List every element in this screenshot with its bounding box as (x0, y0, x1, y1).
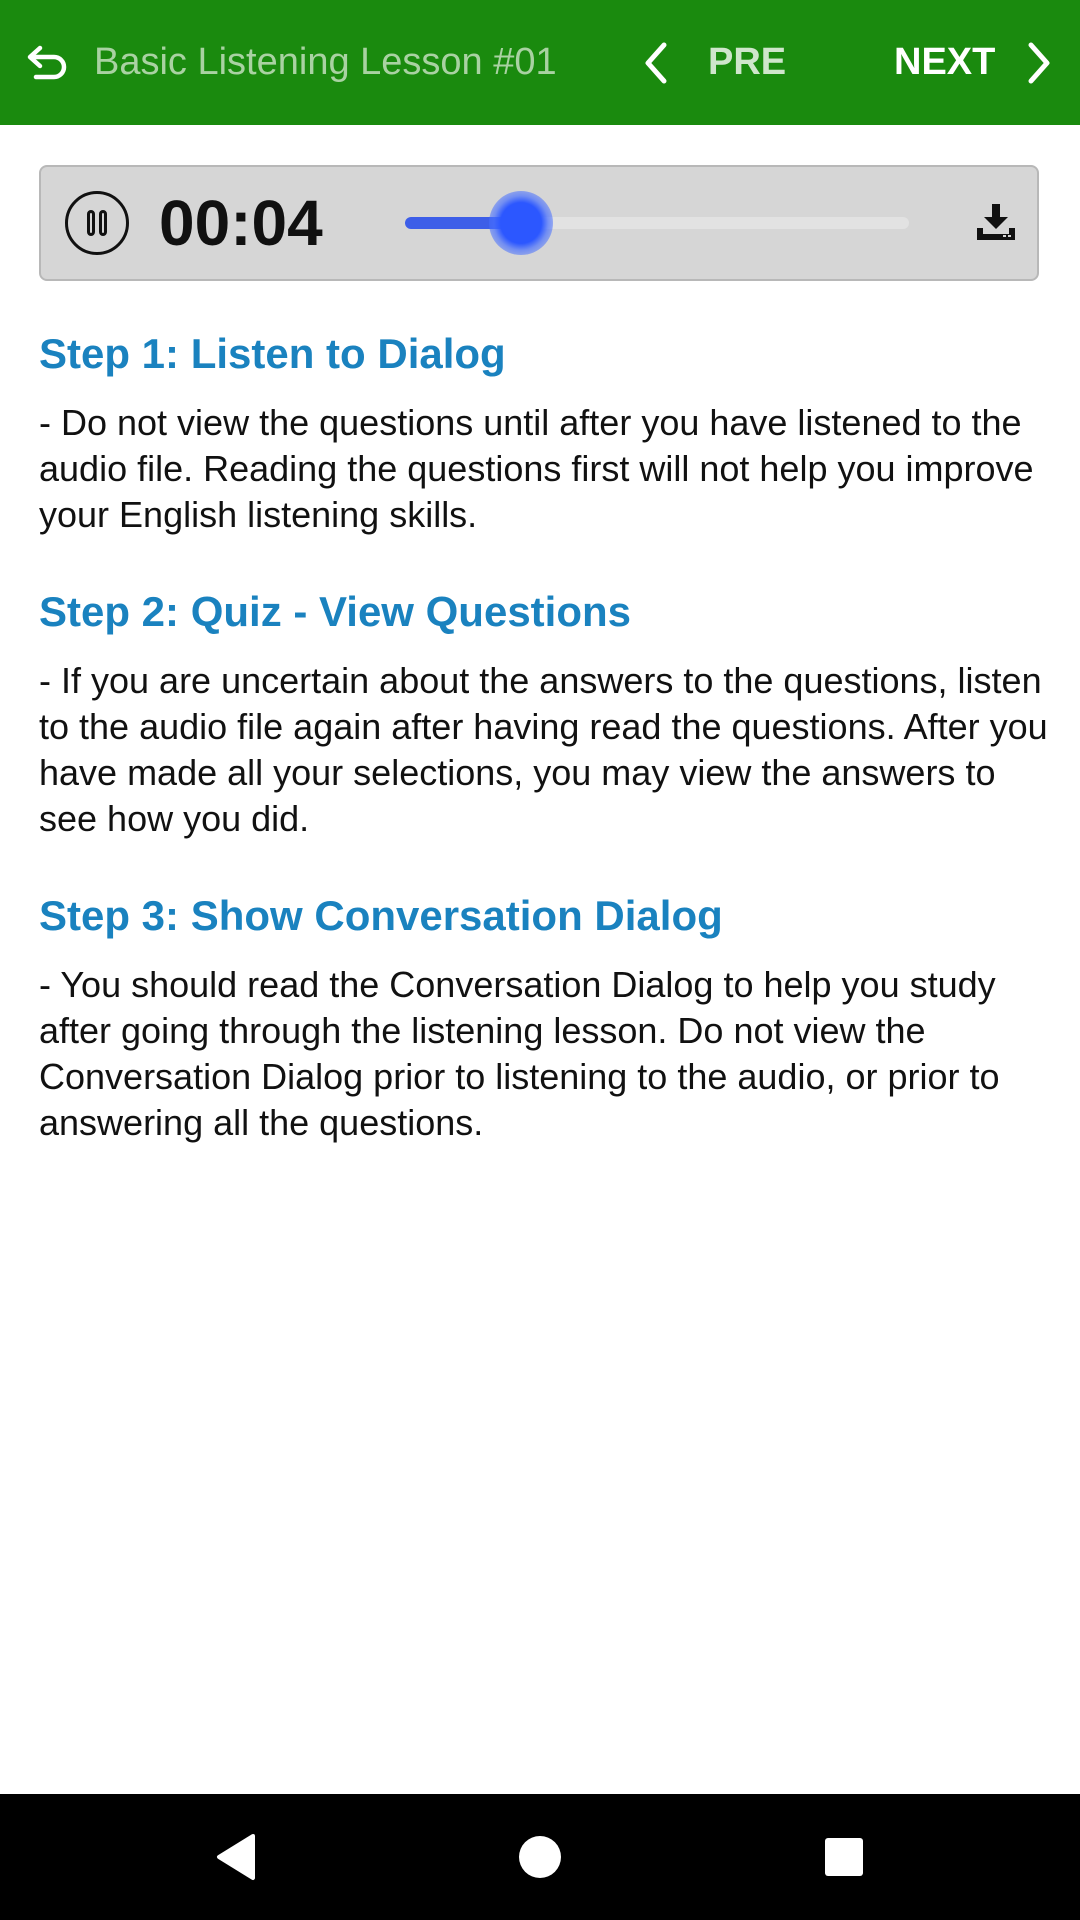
pre-label: PRE (708, 41, 787, 83)
system-nav-bar (0, 1794, 1080, 1920)
chevron-right-icon (1025, 41, 1055, 85)
nav-back-button[interactable] (200, 1822, 270, 1892)
step-description: - You should read the Conversation Dialog to help you study after going through the listening lesson. Do not view the Conversation Dialog prior to listening to the audio, or prior to answering all the questions. (39, 964, 1000, 1143)
app-bar (0, 0, 1080, 125)
pause-icon (87, 210, 95, 236)
step-description: - If you are uncertain about the answers to the questions, listen to the audio file again after having read the questions. After you have made all your selections, you may view the answers to see how you did. (39, 660, 1048, 839)
lesson-title: Basic Listening Lesson #01 (94, 41, 557, 83)
seek-bar-thumb[interactable] (489, 191, 553, 255)
step-title[interactable]: Step 1: Listen to Dialog (39, 330, 506, 377)
next-label: NEXT (894, 41, 996, 83)
step-title[interactable]: Step 2: Quiz - View Questions (39, 588, 631, 635)
previous-lesson-button[interactable] (632, 0, 802, 125)
back-button[interactable] (18, 30, 78, 94)
instructions (39, 322, 1049, 1146)
download-button[interactable] (971, 197, 1021, 247)
nav-back-icon (213, 1832, 257, 1882)
pause-button[interactable] (65, 191, 129, 255)
step-title[interactable]: Step 3: Show Conversation Dialog (39, 892, 723, 939)
pause-icon-bar (99, 210, 107, 236)
elapsed-time: 00:04 (159, 187, 323, 259)
step-1 (39, 322, 1049, 538)
download-icon (975, 202, 1017, 242)
nav-recents-button[interactable] (809, 1822, 879, 1892)
nav-home-icon (517, 1834, 563, 1880)
nav-recents-icon (823, 1836, 865, 1878)
step-3 (39, 884, 1049, 1146)
next-lesson-button[interactable] (880, 0, 1080, 125)
undo-arrow-icon (26, 42, 70, 82)
seek-bar[interactable] (405, 217, 909, 229)
audio-player (39, 165, 1039, 281)
chevron-left-icon (640, 41, 670, 85)
nav-home-button[interactable] (505, 1822, 575, 1892)
step-description: - Do not view the questions until after you have listened to the audio file. Reading the questions first will not help you improve your English listening skills. (39, 402, 1034, 535)
step-2 (39, 580, 1049, 842)
